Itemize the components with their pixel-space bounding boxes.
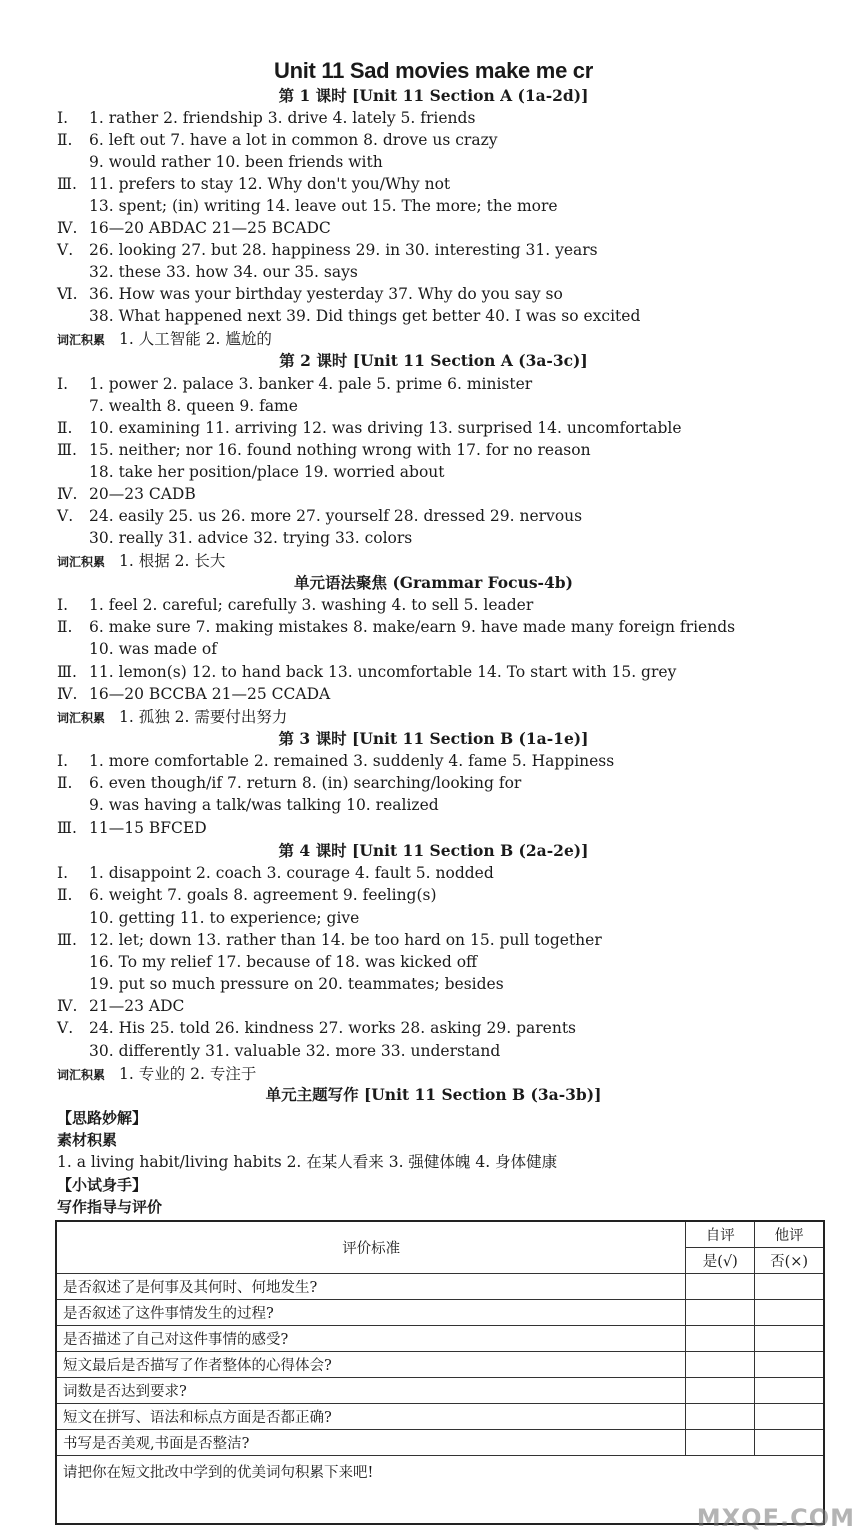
section-heading: 第 3 课时 [Unit 11 Section B (1a-1e)] [278,729,589,748]
answer-line [89,305,640,327]
roman-numeral: Ⅴ. [57,241,74,259]
answer-line [57,217,331,239]
roman-numeral: Ⅲ. [57,663,77,681]
answer-line [57,661,676,683]
answer-text: 6. left out 7. have a lot in common 8. drove us crazy [89,131,498,149]
answer-line [89,395,298,417]
answer-line [57,417,682,439]
answer-text: 11. lemon(s) 12. to hand back 13. uncomfortable 14. To start with 15. grey [89,663,677,681]
section-heading: 第 2 课时 [Unit 11 Section A (3a-3c)] [279,351,588,370]
vocabulary-label: 词汇积累 [57,711,106,725]
no-header: 否(×) [755,1248,824,1274]
answer-line [57,439,591,461]
answer-line [57,1151,557,1173]
roman-numeral: Ⅳ. [57,685,78,703]
roman-numeral: Ⅱ. [57,419,73,437]
vocabulary-line [57,328,272,350]
answer-text: 10. examining 11. arriving 12. was driving 13. surprised 14. uncomfortable [89,419,682,437]
answer-line [57,107,475,129]
evaluation-row [56,1300,824,1326]
answer-text: 15. neither; nor 16. found nothing wrong with 17. for no reason [89,441,591,459]
answer-text: 38. What happened next 39. Did things get better 40. I was so excited [89,307,641,325]
self-eval-cell [686,1300,755,1326]
answer-text: 12. let; down 13. rather than 14. be too hard on 15. pull together [89,931,602,949]
subsection-label: 写作指导与评价 [57,1198,163,1216]
answer-text: 21—23 ADC [89,997,185,1015]
roman-numeral: Ⅳ. [57,485,78,503]
answer-text: 16. To my relief 17. because of 18. was kicked off [89,953,478,971]
answer-line [57,283,563,305]
roman-numeral: Ⅱ. [57,131,73,149]
criterion-text: 短文最后是否描写了作者整体的心得体会? [56,1352,686,1378]
answer-text: 16—20 BCCBA 21—25 CCADA [89,685,331,703]
answer-line [57,817,207,839]
roman-numeral: Ⅴ. [57,507,74,525]
vocabulary-text: 1. 专业的 2. 专注于 [119,1065,257,1083]
peer-eval-cell [755,1378,824,1404]
answer-line [57,884,437,906]
evaluation-row [56,1352,824,1378]
answer-text: 19. put so much pressure on 20. teammates; besides [89,975,504,993]
peer-eval-cell [755,1430,824,1456]
peer-eval-cell [755,1300,824,1326]
criterion-text: 是否叙述了是何事及其何时、何地发生? [56,1274,686,1300]
answer-text: 10. getting 11. to experience; give [89,909,360,927]
evaluation-row [56,1326,824,1352]
criterion-text: 是否描述了自己对这件事情的感受? [56,1326,686,1352]
self-eval-cell [686,1404,755,1430]
answer-text: 20—23 CADB [89,485,196,503]
answer-text: 10. was made of [89,640,217,658]
subsection-label: 素材积累 [57,1131,118,1149]
roman-numeral: Ⅴ. [57,1019,74,1037]
self-eval-cell [686,1430,755,1456]
answer-text: 9. was having a talk/was talking 10. realized [89,796,439,814]
answer-text: 30. differently 31. valuable 32. more 33. understand [89,1042,501,1060]
roman-numeral: Ⅰ. [57,752,69,770]
vocabulary-label: 词汇积累 [57,1068,106,1082]
watermark: MXQE.COM [696,1504,855,1532]
answer-text: 16—20 ABDAC 21—25 BCADC [89,219,331,237]
answer-text: 24. His 25. told 26. kindness 27. works 28. asking 29. parents [89,1019,577,1037]
answer-text: 11. prefers to stay 12. Why don't you/Why not [89,175,451,193]
page-title: Unit 11 Sad movies make me cr [273,58,594,83]
self-eval-cell [686,1378,755,1404]
roman-numeral: Ⅳ. [57,997,78,1015]
peer-eval-cell [755,1274,824,1300]
answer-text: 7. wealth 8. queen 9. fame [89,397,298,415]
vocabulary-line [57,550,225,572]
answer-line [89,461,445,483]
answer-line [89,907,359,929]
evaluation-row [56,1404,824,1430]
evaluation-row [56,1378,824,1404]
vocabulary-line [57,706,287,728]
vocabulary-label: 词汇积累 [57,333,106,347]
roman-numeral: Ⅰ. [57,864,69,882]
vocabulary-label: 词汇积累 [57,555,106,569]
answer-text: 6. make sure 7. making mistakes 8. make/earn 9. have made many foreign friends [89,618,736,636]
evaluation-row [56,1430,824,1456]
answer-text: 32. these 33. how 34. our 35. says [89,263,358,281]
answer-line [57,862,494,884]
answer-line [89,638,217,660]
answer-line [57,750,614,772]
answer-text: 1. power 2. palace 3. banker 4. pale 5. prime 6. minister [89,375,533,393]
answer-line [57,505,582,527]
subsection-label: 【思路妙解】 [57,1109,148,1127]
answer-line [57,239,598,261]
answer-text: 6. even though/if 7. return 8. (in) searching/looking for [89,774,522,792]
answer-text: 6. weight 7. goals 8. agreement 9. feeling(s) [89,886,437,904]
evaluation-row [56,1274,824,1300]
answer-text: 1. more comfortable 2. remained 3. suddenly 4. fame 5. Happiness [89,752,615,770]
answer-text: 18. take her position/place 19. worried about [89,463,445,481]
roman-numeral: Ⅵ. [57,285,78,303]
roman-numeral: Ⅳ. [57,219,78,237]
self-eval-cell [686,1352,755,1378]
answer-line [89,527,412,549]
answer-line [57,129,498,151]
peer-eval-cell [755,1404,824,1430]
evaluation-rows [56,1274,824,1456]
yes-header: 是(√) [686,1248,755,1274]
criterion-text: 短文在拼写、语法和标点方面是否都正确? [56,1404,686,1430]
roman-numeral: Ⅰ. [57,596,69,614]
roman-numeral: Ⅱ. [57,774,73,792]
roman-numeral: Ⅰ. [57,109,69,127]
roman-numeral: Ⅲ. [57,931,77,949]
roman-numeral: Ⅲ. [57,175,77,193]
final-row-text: 请把你在短文批改中学到的优美词句积累下来吧! [56,1456,824,1525]
answer-line [89,1040,500,1062]
self-eval-header: 自评 [686,1221,755,1248]
answer-text: 24. easily 25. us 26. more 27. yourself 28. dressed 29. nervous [89,507,583,525]
writing-evaluation-table [55,1220,825,1525]
answer-line [89,951,477,973]
criteria-header: 评价标准 [56,1221,686,1274]
answer-line [57,173,450,195]
roman-numeral: Ⅰ. [57,375,69,393]
roman-numeral: Ⅱ. [57,618,73,636]
answer-line [57,594,533,616]
vocabulary-text: 1. 孤独 2. 需要付出努力 [119,708,288,726]
answer-text: 30. really 31. advice 32. trying 33. colors [89,529,413,547]
section-heading: 第 1 课时 [Unit 11 Section A (1a-2d)] [278,86,589,105]
criterion-text: 书写是否美观,书面是否整洁? [56,1430,686,1456]
self-eval-cell [686,1326,755,1352]
answer-text: 1. disappoint 2. coach 3. courage 4. fault 5. nodded [89,864,494,882]
answer-line [57,683,330,705]
peer-eval-cell [755,1326,824,1352]
vocabulary-text: 1. 根据 2. 长大 [119,552,226,570]
roman-numeral: Ⅲ. [57,819,77,837]
answer-line [57,1017,576,1039]
roman-numeral: Ⅲ. [57,441,77,459]
answer-text: 9. would rather 10. been friends with [89,153,383,171]
peer-eval-header: 他评 [755,1221,824,1248]
answer-text: 1. feel 2. careful; carefully 3. washing 4. to sell 5. leader [89,596,534,614]
answer-line [57,995,184,1017]
criterion-text: 是否叙述了这件事情发生的过程? [56,1300,686,1326]
answer-text: 26. looking 27. but 28. happiness 29. in 30. interesting 31. years [89,241,598,259]
answer-line [57,483,196,505]
answer-line [57,616,735,638]
answer-line [89,794,439,816]
answer-line [57,772,521,794]
answer-text: 13. spent; (in) writing 14. leave out 15. The more; the more [89,197,558,215]
answer-text: 36. How was your birthday yesterday 37. Why do you say so [89,285,563,303]
vocabulary-line [57,1063,256,1085]
section-heading: 单元主题写作 [Unit 11 Section B (3a-3b)] [265,1085,602,1104]
answer-line [57,929,602,951]
criterion-text: 词数是否达到要求? [56,1378,686,1404]
answer-text: 1. a living habit/living habits 2. 在某人看来 3. 强健体魄 4. 身体健康 [57,1153,558,1171]
answer-line [89,195,558,217]
subsection-label: 【小试身手】 [57,1176,148,1194]
answer-text: 1. rather 2. friendship 3. drive 4. lately 5. friends [89,109,476,127]
peer-eval-cell [755,1352,824,1378]
answer-text: 11—15 BFCED [89,819,207,837]
self-eval-cell [686,1274,755,1300]
answer-line [89,151,383,173]
section-heading: 第 4 课时 [Unit 11 Section B (2a-2e)] [278,841,589,860]
answer-line [57,373,532,395]
table-header-row [56,1221,824,1248]
section-heading: 单元语法聚焦 (Grammar Focus-4b) [294,573,573,592]
roman-numeral: Ⅱ. [57,886,73,904]
answer-line [89,973,504,995]
vocabulary-text: 1. 人工智能 2. 尴尬的 [119,330,272,348]
answer-line [89,261,358,283]
